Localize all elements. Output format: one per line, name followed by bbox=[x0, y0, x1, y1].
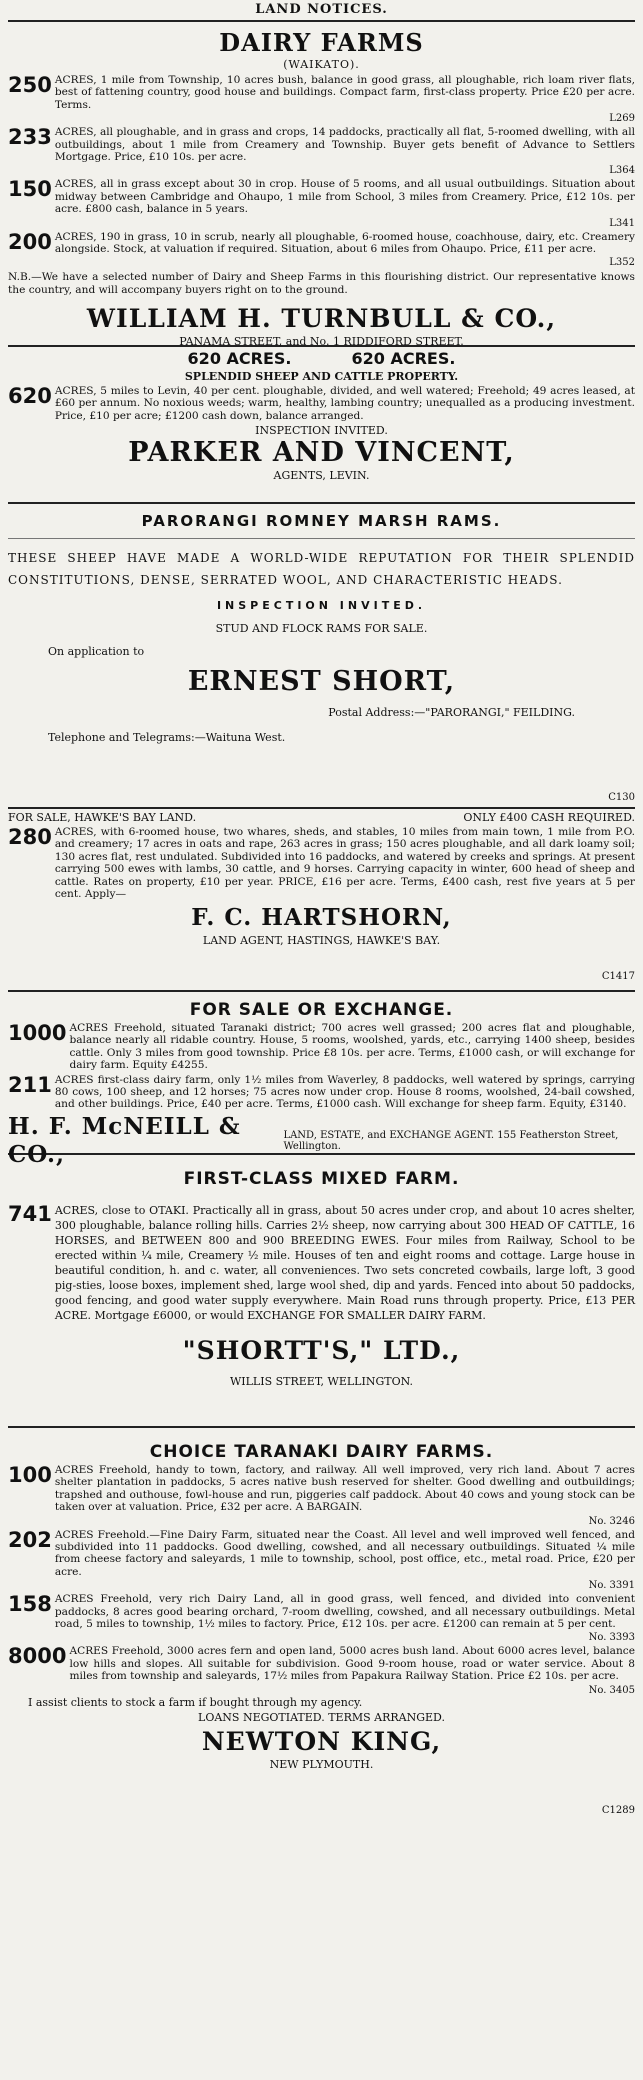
dairy-listing bbox=[8, 178, 635, 215]
listing-text: ACRES, close to OTAKI. Practically all in grass, about 50 acres under crop, and about 10 acres shelter, 300 ploughable, balance rolling hills. Carries 2½ sheep, now carrying about 300 HEAD OF CATTLE, 16 HORSES, and BETWEEN 800 and 900 BREEDING EWES. Four miles from Railway, School to be erected within ¼ mile, Creamery ½ mile. Houses of ten and eight rooms and cottage. Large house in beautiful condition, h. and c. water, all conveniences. Two sets concreted cowbails, large loft, 3 good pig-sties, loose boxes, implement shed, large wool shed, dip and yards. Fenced into about 50 paddocks, good fencing, and good water supply everywhere. Main Road runs through property. Price, £13 PER ACRE. Mortgage £6000, or would EXCHANGE FOR SMALLER DAIRY FARM. bbox=[54, 1204, 635, 1322]
listing-text: ACRES Freehold, handy to town, factory, and railway. All well improved, very rich land. About 7 acres shelter plantation in paddocks, 5 acres native bush reserved for shelter. Good dwelling and outbuildings; trapshed and outhouse, fowl-house and run, piggeries calf paddock. About 40 cows and young stock can be taken over at valuation. Price, £32 per acre. A BARGAIN. bbox=[54, 1464, 635, 1514]
listing-ref: No. 3405 bbox=[588, 1684, 635, 1696]
rams-stud-sale: STUD AND FLOCK RAMS FOR SALE. bbox=[215, 622, 428, 635]
hartshorn-location: LAND AGENT, HASTINGS, HAWKE'S BAY. bbox=[202, 934, 441, 948]
property-subtitle: SPLENDID SHEEP AND CATTLE PROPERTY. bbox=[184, 370, 459, 383]
levin-property-advert bbox=[8, 347, 635, 504]
hartshorn-name: F. C. HARTSHORN, bbox=[191, 904, 452, 932]
listing-acres: 1000 bbox=[8, 1021, 67, 1045]
turnbull-address: PANAMA STREET, and No. 1 RIDDIFORD STREET. bbox=[179, 334, 464, 348]
listing-ref: L364 bbox=[609, 165, 635, 177]
listing-acres: 250 bbox=[8, 73, 52, 97]
listing-acres: 741 bbox=[8, 1202, 52, 1226]
exchange-listing bbox=[8, 1022, 635, 1072]
hawkes-bay-advert bbox=[8, 809, 635, 992]
parker-agent-name: PARKER AND VINCENT, bbox=[128, 437, 515, 469]
ernest-short-name: ERNEST SHORT, bbox=[187, 666, 456, 697]
telephone-info: Telephone and Telegrams:—Waituna West. bbox=[48, 731, 286, 744]
rams-description: THESE SHEEP HAVE MADE A WORLD-WIDE REPUTATION FOR THEIR SPLENDID CONSTITUTIONS, DENSE, SERRATED WOOL, AND CHARACTERISTIC HEADS. bbox=[8, 551, 635, 587]
loans-terms: LOANS NEGOTIATED. TERMS ARRANGED. bbox=[198, 1710, 445, 1724]
turnbull-agent-name: WILLIAM H. TURNBULL & CO., bbox=[86, 303, 557, 333]
headline-right: 620 ACRES. bbox=[351, 349, 456, 368]
newton-king-name: NEWTON KING, bbox=[201, 1726, 442, 1756]
mixed-title: FIRST-CLASS MIXED FARM. bbox=[183, 1169, 460, 1189]
listing-text: ACRES first-class dairy farm, only 1½ miles from Waverley, 8 paddocks, well watered by springs, carrying 80 cows, 100 sheep, and 12 horses; 75 acres now under crop. House 8 rooms, woolshed, 24-bail cowshed, and other buildings. Price, £40 per acre. Terms, £1000 cash. Will exchange for sheep farm. Equity, £3140. bbox=[54, 1073, 635, 1111]
application-label: On application to bbox=[48, 645, 145, 658]
taranaki-listing bbox=[8, 1645, 635, 1682]
property-headline bbox=[8, 349, 635, 368]
shortts-name: "SHORTT'S," LTD., bbox=[182, 1336, 461, 1365]
parker-agent-location: AGENTS, LEVIN. bbox=[273, 469, 370, 483]
listing-ref: No. 3246 bbox=[588, 1515, 635, 1527]
listing-acres: 200 bbox=[8, 229, 52, 254]
listing-acres: 620 bbox=[8, 384, 52, 408]
rams-inspection: INSPECTION INVITED. bbox=[216, 599, 427, 612]
headline-left: FOR SALE, HAWKE'S BAY LAND. bbox=[8, 811, 197, 824]
listing-ref: L269 bbox=[609, 113, 635, 125]
taranaki-ref: C1289 bbox=[601, 1805, 635, 1816]
rams-title: PARORANGI ROMNEY MARSH RAMS. bbox=[141, 512, 502, 530]
taranaki-title: CHOICE TARANAKI DAIRY FARMS. bbox=[149, 1442, 494, 1462]
sale-exchange-advert bbox=[8, 992, 635, 1168]
listing-acres: 150 bbox=[8, 177, 52, 202]
listing-acres: 233 bbox=[8, 125, 52, 150]
listing-text: ACRES Freehold.—Fine Dairy Farm, situated near the Coast. All level and well improved well fenced, and subdivided into 11 paddocks. Good dwelling, cowshed, and all necessary outbuildings. Situated ¼ mile from cheese factory and saleyards, 1 mile to township, school, post office, etc., metal road. Price, £20 per acre. bbox=[54, 1528, 635, 1578]
listing-text: ACRES, 5 miles to Levin, 40 per cent. ploughable, divided, and well watered; Freehold; 49 acres leased, at £60 per annum. No noxious weeds; warm, healthy, lambing country; unequalled as a producing investment. Price, £10 per acre; £1200 cash down, balance arranged. bbox=[54, 385, 635, 422]
listing-acres: 100 bbox=[8, 1463, 52, 1487]
listing-text: ACRES, 1 mile from Township, 10 acres bush, balance in good grass, all ploughable, rich loam river flats, best of fattening country, good house and buildings. Compact farm, first-class property. Price £20 per acre. Terms. bbox=[54, 74, 635, 111]
mixed-listing bbox=[8, 1203, 635, 1323]
taranaki-listing bbox=[8, 1464, 635, 1514]
rams-ref: C130 bbox=[608, 792, 635, 803]
mcneill-details: LAND, ESTATE, and EXCHANGE AGENT. 155 Featherston Street, Wellington. bbox=[283, 1129, 619, 1152]
taranaki-advert bbox=[8, 1442, 635, 1822]
exchange-title: FOR SALE OR EXCHANGE. bbox=[189, 1000, 454, 1020]
divider bbox=[8, 538, 635, 539]
dairy-farms-advert bbox=[8, 22, 635, 347]
levin-listing bbox=[8, 385, 635, 422]
hawkes-ref: C1417 bbox=[601, 971, 635, 982]
listing-text: ACRES Freehold, 3000 acres fern and open land, 5000 acres bush land. About 6000 acres level, balance low hills and slopes. All suitable for subdivision. Good 9-room house, road or water service. About 8 miles from township and saleyards, 17½ miles from Papakura Railway Station. Price £2 10s. per acre. bbox=[69, 1645, 635, 1683]
listing-acres: 8000 bbox=[8, 1644, 67, 1669]
hawkes-listing bbox=[8, 826, 635, 900]
listing-ref: No. 3391 bbox=[588, 1580, 635, 1592]
listing-acres: 280 bbox=[8, 825, 52, 849]
dairy-title: DAIRY FARMS bbox=[219, 28, 424, 57]
parorangi-rams-advert bbox=[8, 504, 635, 809]
listing-acres: 202 bbox=[8, 1527, 52, 1552]
taranaki-note: I assist clients to stock a farm if bought through my agency. bbox=[28, 1695, 363, 1709]
taranaki-listing bbox=[8, 1529, 635, 1579]
listing-acres: 211 bbox=[8, 1072, 52, 1097]
listing-text: ACRES, with 6-roomed house, two whares, sheds, and stables, 10 miles from main town, 1 mile from P.O. and creamery; 17 acres in oats and rape, 263 acres in grass; 150 acres ploughable, and all dark loamy soil; 130 acres flat, rest undulated. Subdivided into 16 paddocks, and watered by creeks and springs. At present carrying 500 ewes with lambs, 30 cattle, and 9 horses. Carrying capacity in winter, 600 head of sheep and cattle. Rates on property, £10 per year. PRICE, £16 per acre. Terms, £400 cash, rest five years at 5 per cent. Apply— bbox=[54, 826, 635, 901]
dairy-listing bbox=[8, 126, 635, 163]
listing-ref: No. 3393 bbox=[588, 1632, 635, 1644]
dairy-note: N.B.—We have a selected number of Dairy and Sheep Farms in this flourishing district. Our representative knows the country, and will accompany buyers right on to the ground. bbox=[8, 271, 635, 297]
page-header: LAND NOTICES. bbox=[8, 0, 635, 22]
listing-text: ACRES, all ploughable, and in grass and crops, 14 paddocks, practically all flat, 5-roomed dwelling, with all outbuildings, about 1 mile from Creamery and Township. Buyer gets benefit of Advance to Settlers Mortgage. Price, £10 10s. per acre. bbox=[54, 126, 635, 164]
listing-ref: L341 bbox=[609, 217, 635, 229]
listing-text: ACRES Freehold, situated Taranaki district; 700 acres well grassed; 200 acres flat and ploughable, balance nearly all ridable country. House, 5 rooms, woolshed, yards, etc., carrying 1400 sheep, besides cattle. Only 3 miles from good township. Price £8 10s. per acre. Terms, £1000 cash, or will exchange for dairy farm. Equity £4255. bbox=[69, 1022, 635, 1072]
taranaki-listing bbox=[8, 1593, 635, 1630]
listing-acres: 158 bbox=[8, 1592, 52, 1617]
dairy-listing bbox=[8, 231, 635, 256]
headline-left: 620 ACRES. bbox=[187, 349, 292, 368]
listing-text: ACRES Freehold, very rich Dairy Land, all in good grass, well fenced, and divided into convenient paddocks, 8 acres good bearing orchard, 7-room dwelling, cowshed, and all necessary outbuildings. Metal road, 5 miles to township, 1½ miles to factory. Price, £12 10s. per acre. £1200 can remain at 5 per cent. bbox=[54, 1593, 635, 1631]
mcneill-name: H. F. McNEILL & CO., bbox=[8, 1112, 241, 1168]
dairy-subtitle: (WAIKATO). bbox=[283, 58, 360, 71]
dairy-listing bbox=[8, 74, 635, 111]
headline-right: ONLY £400 CASH REQUIRED. bbox=[463, 811, 635, 824]
exchange-listing bbox=[8, 1074, 635, 1111]
listing-text: ACRES, all in grass except about 30 in crop. House of 5 rooms, and all usual outbuildings. Situation about midway between Cambridge and Ohaupo, 1 mile from School, 3 miles from Creamery. Price, £12 10s. per acre. £800 cash, balance in 5 years. bbox=[54, 178, 635, 216]
newton-king-location: NEW PLYMOUTH. bbox=[269, 1757, 374, 1771]
postal-address: Postal Address:—"PARORANGI," FEILDING. bbox=[328, 706, 575, 719]
mixed-farm-advert bbox=[8, 1155, 635, 1428]
shortts-address: WILLIS STREET, WELLINGTON. bbox=[229, 1375, 414, 1388]
inspection-note: INSPECTION INVITED. bbox=[255, 424, 388, 438]
listing-text: ACRES, 190 in grass, 10 in scrub, nearly all ploughable, 6-roomed house, coachhouse, dairy, etc. Creamery alongside. Stock, at valuation if required. Situation, about 6 miles from Ohaupo. Price, £11 per acre. bbox=[54, 230, 635, 256]
hawkes-headline bbox=[8, 811, 635, 824]
listing-ref: L352 bbox=[609, 257, 635, 269]
